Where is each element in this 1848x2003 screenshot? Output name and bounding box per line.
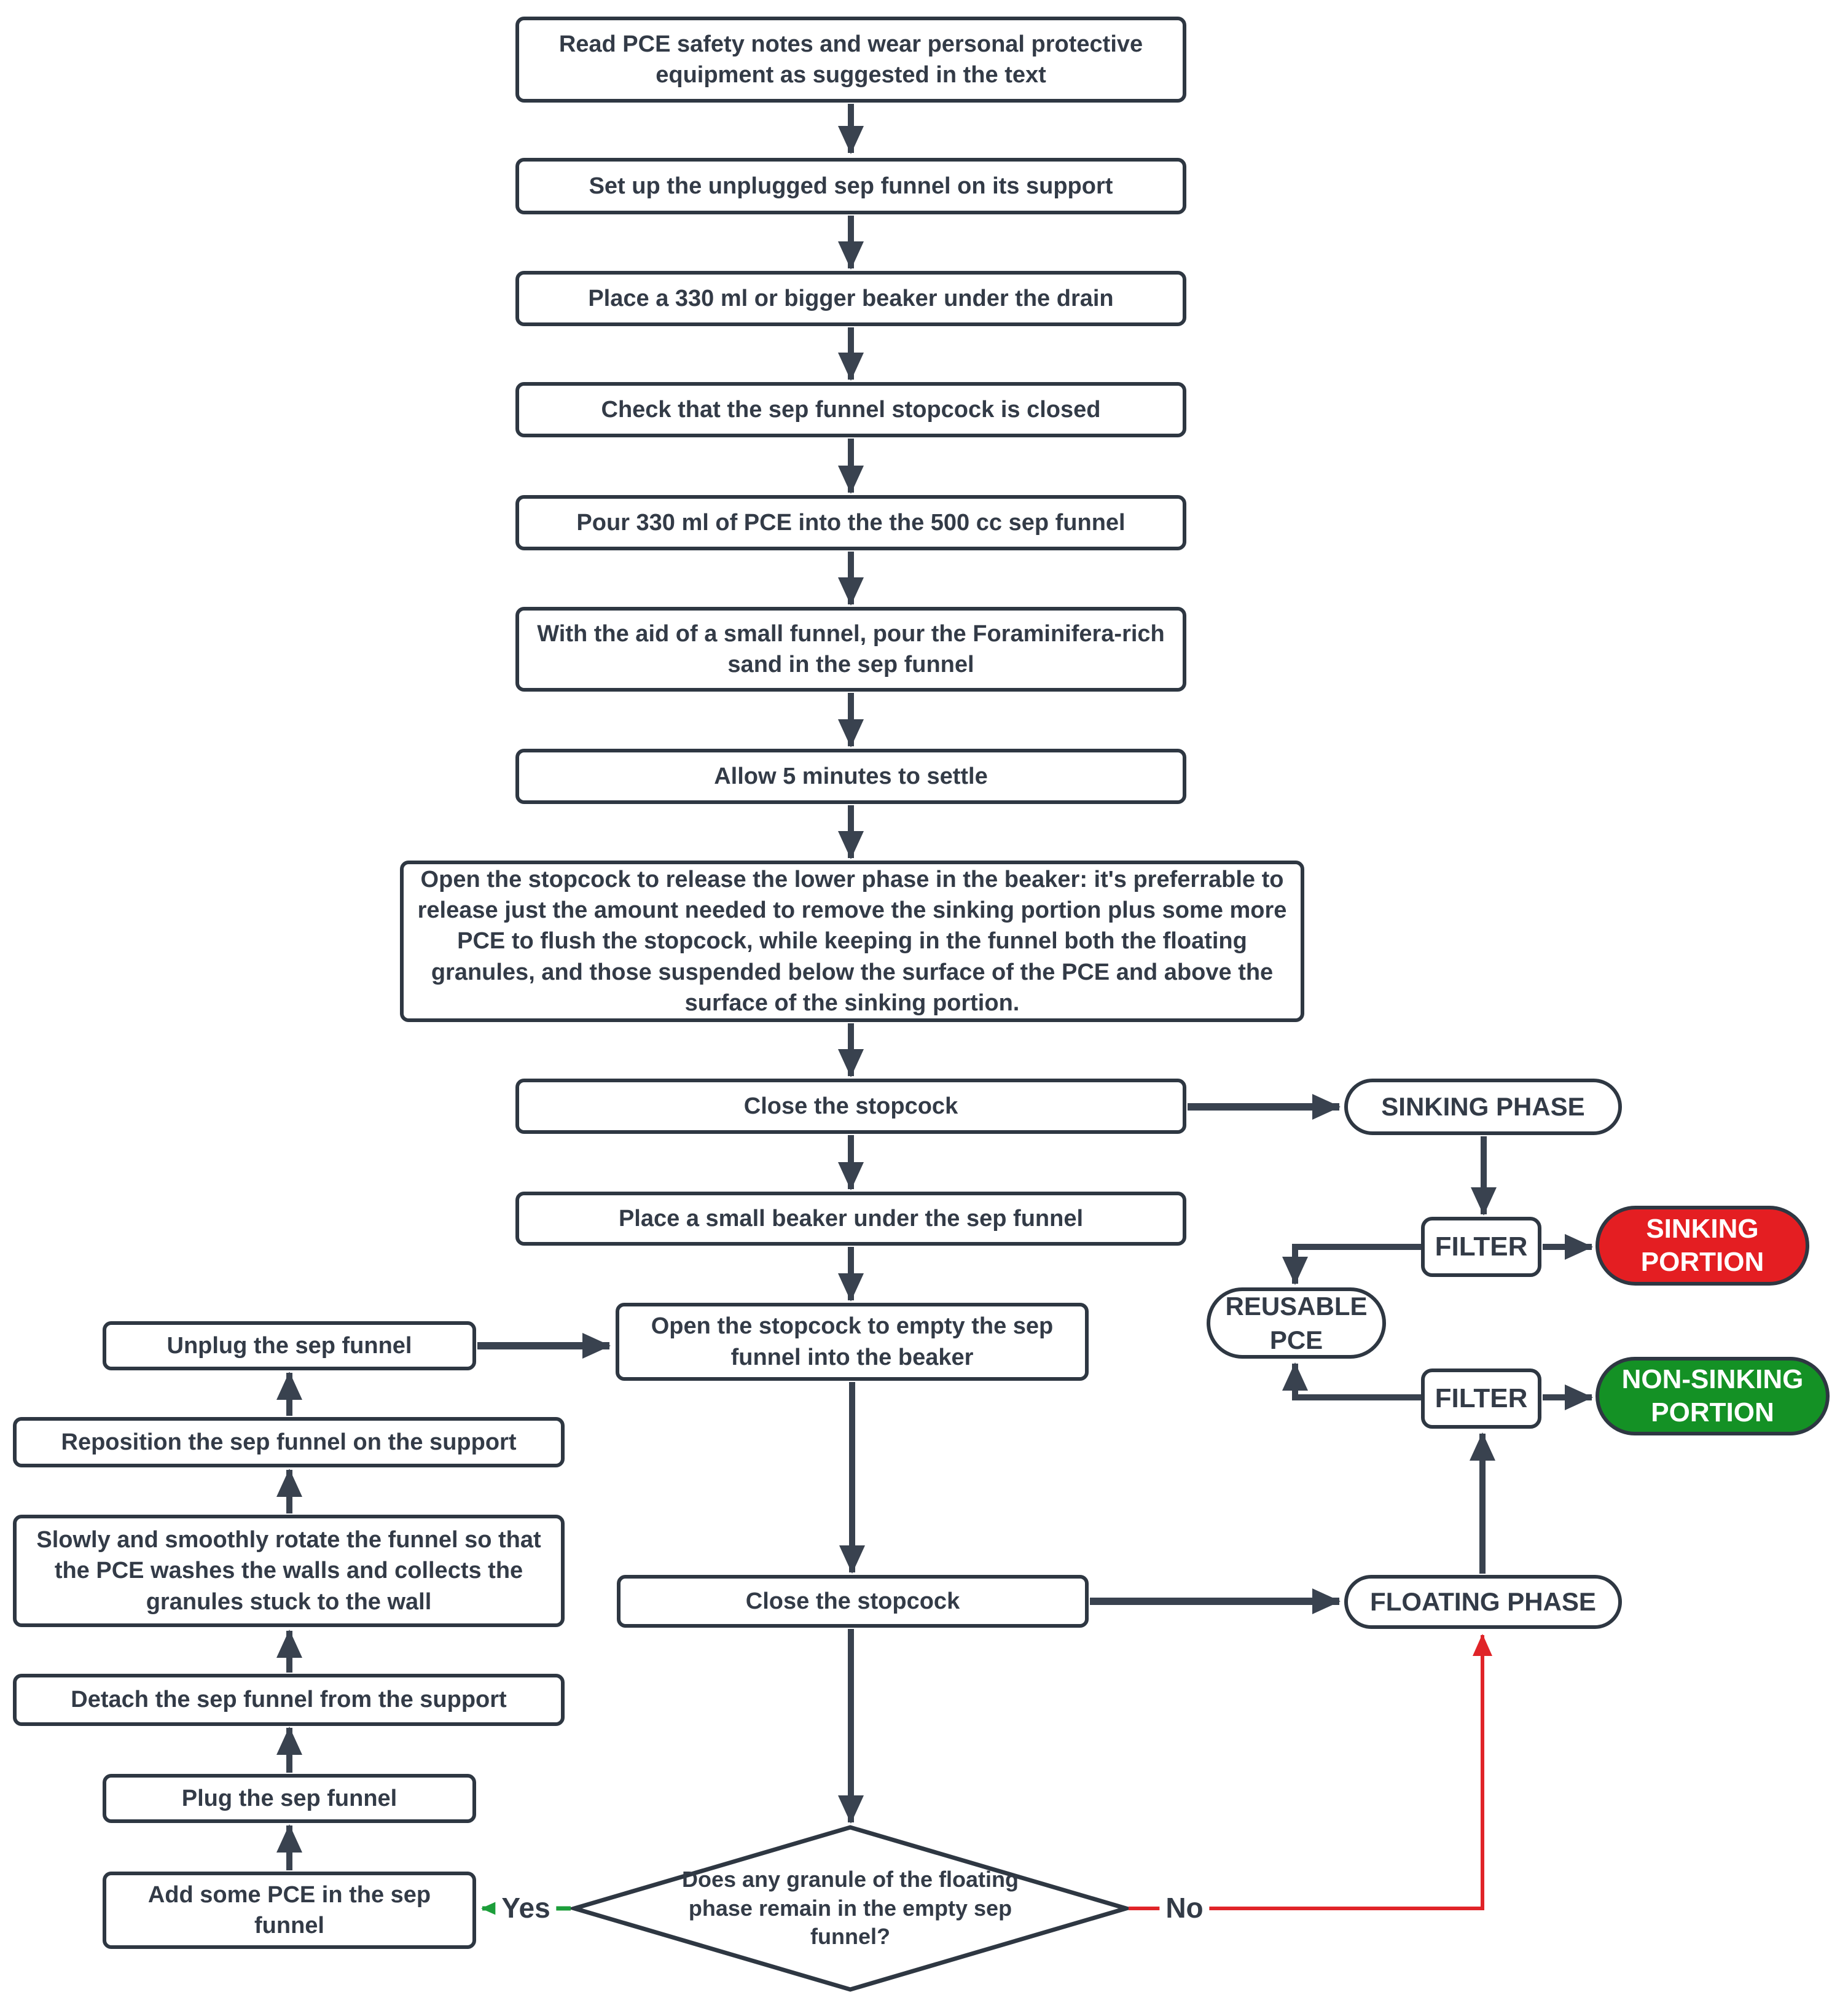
step-pour-pce: Pour 330 ml of PCE into the the 500 cc sep funnel	[515, 495, 1186, 550]
step-open-release: Open the stopcock to release the lower phase in the beaker: it's preferrable to release just the amount needed to remove the sinking portion plus some more PCE to flush the stopcock, while keeping in the funnel both the floating granules, and those suspended below the surface of the PCE and above the surface of the sinking portion.	[400, 861, 1304, 1022]
label-no: No	[1159, 1894, 1209, 1922]
step-plug: Plug the sep funnel	[103, 1774, 476, 1823]
label-yes: Yes	[495, 1894, 556, 1922]
step-reposition: Reposition the sep funnel on the support	[13, 1417, 565, 1467]
process-filter-top: FILTER	[1421, 1217, 1541, 1277]
edge-filterbottom-to-reusable	[1295, 1364, 1421, 1397]
edge-no	[1129, 1635, 1482, 1908]
step-allow-settle: Allow 5 minutes to settle	[515, 749, 1186, 804]
step-check-stopcock: Check that the sep funnel stopcock is closed	[515, 382, 1186, 437]
decision-granule-remain: Does any granule of the floating phase remain in the empty sep funnel?	[681, 1866, 1019, 1950]
step-read-safety: Read PCE safety notes and wear personal protective equipment as suggested in the text	[515, 17, 1186, 103]
step-place-beaker: Place a 330 ml or bigger beaker under the drain	[515, 271, 1186, 326]
step-setup-funnel: Set up the unplugged sep funnel on its support	[515, 158, 1186, 214]
process-filter-bottom: FILTER	[1421, 1369, 1541, 1429]
edge-filtertop-to-reusable	[1295, 1247, 1421, 1284]
step-open-empty: Open the stopcock to empty the sep funnel into the beaker	[616, 1303, 1089, 1381]
terminal-non-sinking-portion: NON-SINKING PORTION	[1595, 1357, 1830, 1435]
step-detach: Detach the sep funnel from the support	[13, 1674, 565, 1726]
step-add-pce: Add some PCE in the sep funnel	[103, 1872, 476, 1949]
step-unplug: Unplug the sep funnel	[103, 1321, 476, 1370]
step-close-stopcock-1: Close the stopcock	[515, 1079, 1186, 1134]
step-pour-sand: With the aid of a small funnel, pour the Foraminifera-rich sand in the sep funnel	[515, 607, 1186, 692]
step-place-small-beaker: Place a small beaker under the sep funnel	[515, 1192, 1186, 1246]
terminal-sinking-portion: SINKING PORTION	[1595, 1206, 1809, 1286]
terminal-floating-phase: FLOATING PHASE	[1344, 1575, 1622, 1629]
step-rotate-funnel: Slowly and smoothly rotate the funnel so that the PCE washes the walls and collects the granules stuck to the wall	[13, 1515, 565, 1627]
step-close-stopcock-2: Close the stopcock	[617, 1575, 1089, 1628]
terminal-reusable-pce: REUSABLE PCE	[1207, 1287, 1386, 1359]
terminal-sinking-phase: SINKING PHASE	[1344, 1079, 1622, 1135]
